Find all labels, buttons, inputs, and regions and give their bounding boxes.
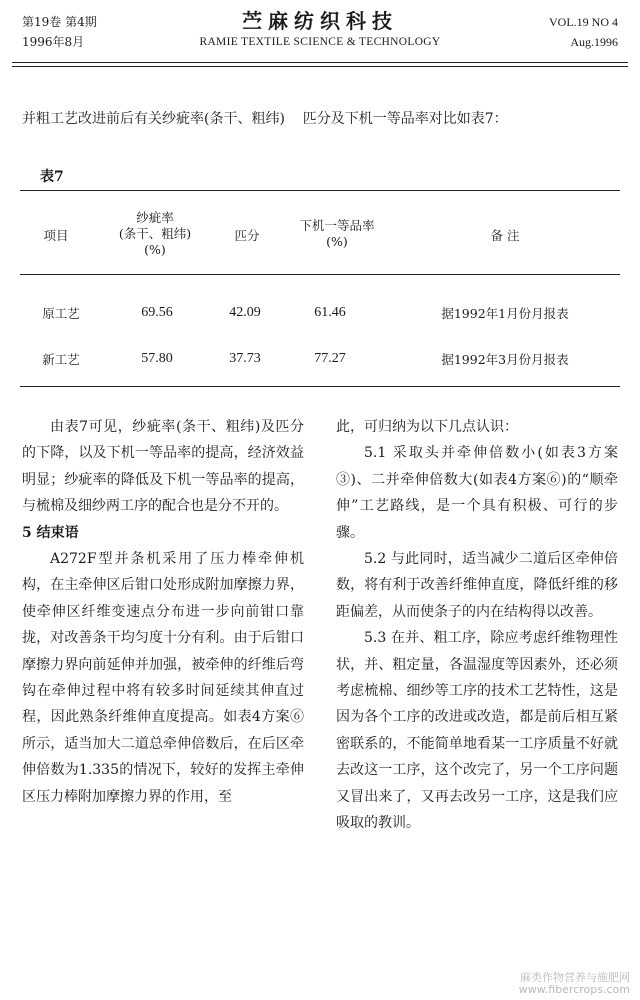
table-row-1-score: 42.09 xyxy=(229,305,261,320)
journal-title-cn: 苎麻纺织科技 xyxy=(242,9,398,33)
publication-date-en: Aug.1996 xyxy=(570,35,618,49)
defect-rate-unit: (%) xyxy=(144,242,166,257)
watermark-line-1: 麻类作物营养与施肥网 xyxy=(520,971,630,984)
first-grade-unit: (%) xyxy=(326,234,348,249)
section-heading: 5 结束语 xyxy=(22,524,79,541)
publication-date-cn: 1996年8月 xyxy=(22,35,85,49)
table-header-score: 匹分 xyxy=(234,228,260,243)
header-right xyxy=(549,12,618,52)
point-5-2: 5.2 与此同时，适当减少二道后区牵伸倍数，将有利于改善纤维伸直度，降低纤维的移距偏差，从而使条子的内在结构得以改善。 xyxy=(336,551,618,620)
defect-rate-detail: (条干、粗纬) xyxy=(118,226,192,241)
table-row-1-item: 原工艺 xyxy=(42,306,80,321)
table-row-1-defect-rate: 69.56 xyxy=(141,305,173,320)
table-row-2-item: 新工艺 xyxy=(42,352,80,367)
table-header-defect-rate xyxy=(100,210,210,258)
conclusion-paragraph: 由表7可见，纱疵率(条干、粗纬)及匹分的下降，以及下机一等品率的提高，经济效益明显；纱疵率的降低及下机一等品率的提高，与梳棉及细纱两工序的配合也是分不开的。 xyxy=(22,419,304,515)
table-row-2-score: 37.73 xyxy=(229,351,261,366)
table-header-remarks: 备 注 xyxy=(490,228,520,243)
table-top-rule xyxy=(20,190,620,191)
header-rule-thin xyxy=(12,66,628,67)
journal-title-en: RAMIE TEXTILE SCIENCE & TECHNOLOGY xyxy=(199,36,441,48)
header-rule xyxy=(12,62,628,63)
table-row-2-remarks: 据1992年3月份月报表 xyxy=(441,352,569,367)
table-row-2-first-grade: 77.27 xyxy=(314,351,346,366)
table-caption: 表7 xyxy=(40,169,64,185)
table-row-1-first-grade: 61.46 xyxy=(314,305,346,320)
table-header-rule xyxy=(20,274,620,275)
header-center xyxy=(0,8,640,50)
site-watermark xyxy=(519,972,630,996)
volume-issue: 第19卷 第4期 xyxy=(22,15,97,29)
watermark-line-2: www.fibercrops.com xyxy=(518,983,630,996)
table-row-2-defect-rate: 57.80 xyxy=(141,351,173,366)
first-grade-label: 下机一等品率 xyxy=(299,218,375,233)
volume-issue-en: VOL.19 NO 4 xyxy=(549,15,618,29)
table-row-1-remarks: 据1992年1月份月报表 xyxy=(441,306,569,321)
intro-sentence: 并粗工艺改进前后有关纱疵率(条干、粗纬) 匹分及下机一等品率对比如表7： xyxy=(22,111,508,127)
continuation-paragraph: 此，可归纳为以下几点认识： xyxy=(336,419,518,435)
right-column xyxy=(336,414,618,837)
table-header-item: 项目 xyxy=(43,228,69,243)
summary-paragraph: A272F型并条机采用了压力棒牵伸机构，在主牵伸区后钳口处形成附加摩擦力界，使牵伸区纤维变速点分布进一步向前钳口靠拢，对改善条干均匀度十分有利。由于后钳口摩擦力界向前延伸并加强，被牵伸的纤维后弯钩在牵伸过程中将有较多时间延续其伸直过程，因此熟条纤维伸直度提高。如表4方案⑥所示，适当加大二道总牵伸倍数后，在后区牵伸倍数为1.335的情况下，较好的发挥主牵伸区压力棒附加摩擦力界的作用，至 xyxy=(22,551,304,805)
point-5-3: 5.3 在并、粗工序，除应考虑纤维物理性状，并、粗定量，各温湿度等因素外，还必须考虑梳棉、细纱等工序的技术工艺特性，这是因为各个工序的改进或改造，都是前后相互紧密联系的，不能简单地看某一工序质量不好就去改这一工序，这个改完了，另一个工序问题又冒出来了，又再去改另一工序，这是我们应吸取的教训。 xyxy=(336,630,618,832)
left-column xyxy=(22,414,304,810)
table-bottom-rule xyxy=(20,386,620,387)
table-header-first-grade xyxy=(284,218,390,250)
defect-rate-label: 纱疵率 xyxy=(136,210,174,225)
point-5-1: 5.1 采取头并牵伸倍数小(如表3方案③)、二并牵伸倍数大(如表4方案⑥)的“顺牵伸”工艺路线，是一个具有积极、可行的步骤。 xyxy=(336,445,618,541)
